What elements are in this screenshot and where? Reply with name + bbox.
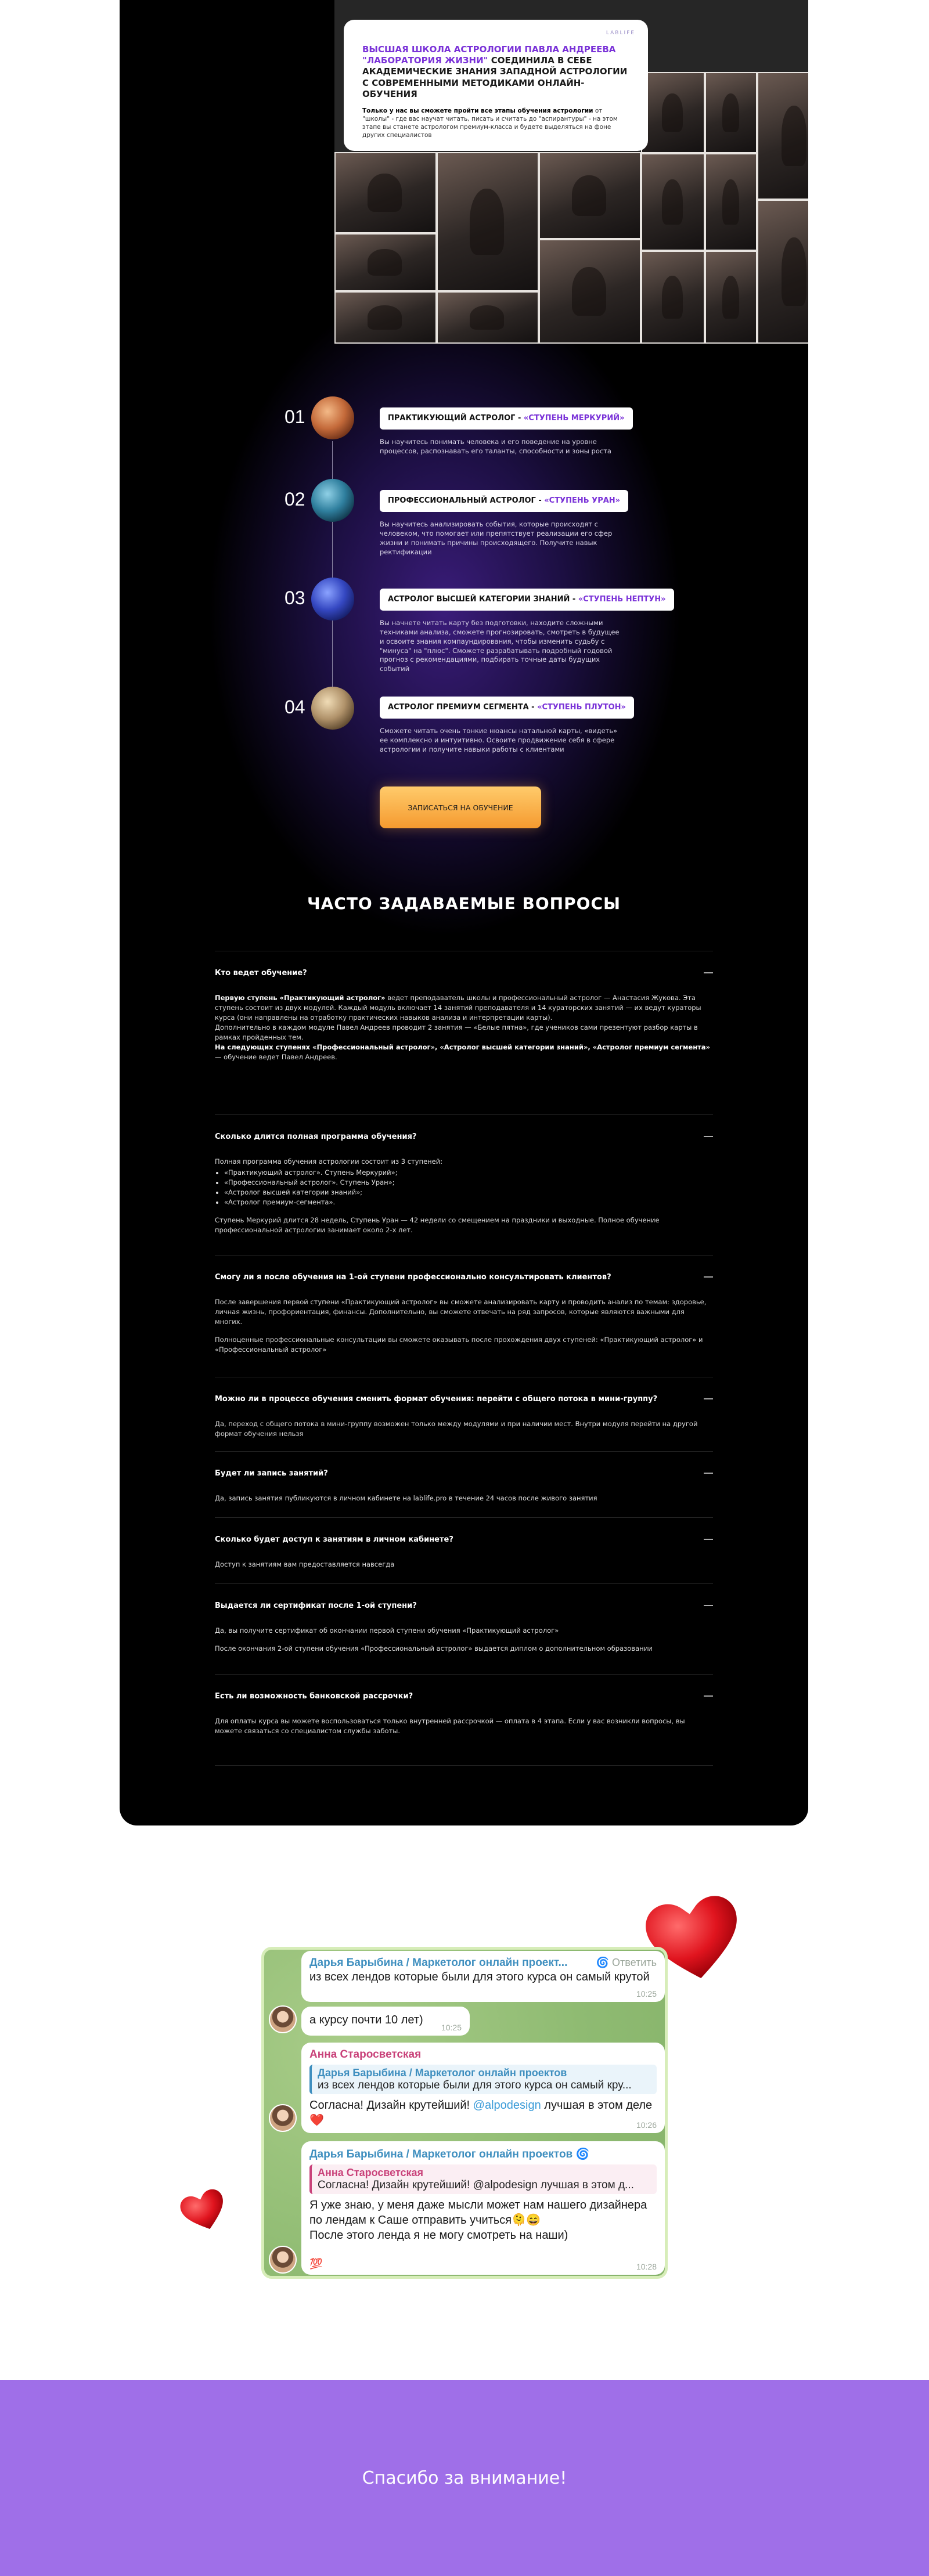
faq-question[interactable]: Есть ли возможность банковской рассрочки?	[215, 1692, 413, 1701]
collapse-icon[interactable]	[704, 1468, 713, 1477]
footer	[0, 2380, 929, 2576]
faq-question[interactable]: Смогу ли я после обучения на 1-ой ступени профессионально консультировать клиентов?	[215, 1273, 611, 1282]
step-label	[380, 407, 633, 430]
quote-sender: Дарья Барыбина / Маркетолог онлайн проектов	[318, 2067, 567, 2079]
step-description: Вы начнете читать карту без подготовки, находите сложными техниками анализа, сможете прогнозировать, смотреть в будущее и освоите знания компаундирования, чтобы изменить судьбу с "минуса" на "плюс". Сможете разрабатывать подробный годовой прогноз с рекомендациями, подбирать точные даты будущих событий	[380, 619, 620, 673]
photo	[539, 152, 641, 239]
message-text	[309, 2198, 657, 2243]
list-item: • «Профессиональный астролог». Ступень Уран»;	[224, 1178, 713, 1188]
pluto-planet-icon	[311, 687, 354, 730]
faq-question[interactable]: Кто ведет обучение?	[215, 969, 307, 977]
quote-text: Согласна! Дизайн крутейший! @alpodesign лучшая в этом д...	[318, 2179, 634, 2191]
list-item: • «Астролог премиум-сегмента».	[224, 1197, 713, 1207]
brand-logo: LABLIFE	[606, 30, 635, 36]
avatar	[269, 2246, 297, 2274]
step-label-accent: «СТУПЕНЬ ПЛУТОН»	[537, 703, 626, 712]
message-line: После этого ленда я не могу смотреть на наши)	[309, 2229, 568, 2242]
step-description: Вы научитесь понимать человека и его поведение на уровне процессов, распознавать его таланты, способности и зоны роста	[380, 438, 611, 455]
step-label-main: АСТРОЛОГ ПРЕМИУМ СЕГМЕНТА -	[388, 703, 535, 712]
chat-screenshot	[261, 1947, 668, 2279]
sender-name: Дарья Барыбина / Маркетолог онлайн проектов	[309, 2148, 573, 2160]
chat-message	[301, 2141, 665, 2275]
faq-item[interactable]	[215, 1114, 713, 1255]
faq-item[interactable]	[215, 1674, 713, 1766]
step-number: 01	[285, 406, 305, 427]
step-label	[380, 697, 634, 719]
faq-item[interactable]	[215, 1451, 713, 1517]
step-description: Вы научитесь анализировать события, которые происходят с человеком, что помогает или препятствует реализации его сфер жизни и понимать причины происходящего. Получите навык ректификации	[380, 520, 613, 556]
reply-button[interactable]: 🌀 Ответить	[596, 1957, 657, 1968]
uranus-planet-icon	[311, 479, 354, 522]
message-sender: Анна Старосветская	[309, 2048, 422, 2061]
mercury-planet-icon	[311, 396, 354, 439]
avatar	[269, 2005, 297, 2033]
faq-answer	[215, 1716, 713, 1744]
neptune-planet-icon	[311, 578, 354, 620]
faq-answer-bold: На следующих ступенях «Профессиональный астролог», «Астролог высшей категории знаний», «Астролог премиум сегмента»	[215, 1043, 710, 1052]
faq-answer	[215, 1626, 713, 1662]
photo	[539, 239, 641, 344]
faq-answer	[215, 1493, 713, 1511]
step-number: 02	[285, 489, 305, 510]
photo	[334, 152, 437, 233]
main-dark-panel	[120, 0, 808, 1825]
collapse-icon[interactable]	[704, 968, 713, 977]
photo	[334, 233, 437, 291]
quote-sender: Анна Старосветская	[318, 2167, 424, 2178]
photo	[641, 153, 705, 251]
faq-item[interactable]	[215, 1255, 713, 1377]
faq-answer-text: Да, вы получите сертификат об окончании первой ступени обучения «Практикующий астролог»	[215, 1626, 559, 1635]
photo	[437, 152, 539, 291]
heart-icon	[179, 2188, 229, 2232]
step-number: 03	[285, 587, 305, 608]
heart-emoji: ❤️	[309, 2114, 324, 2127]
step-label-accent: «СТУПЕНЬ УРАН»	[544, 496, 621, 505]
message-text-part: Согласна! Дизайн крутейший!	[309, 2099, 470, 2112]
faq-item[interactable]	[215, 1377, 713, 1451]
mention-link[interactable]: @alpodesign	[473, 2099, 541, 2112]
photo	[641, 72, 705, 153]
faq-answer-text: После окончания 2-ой ступени обучения «Профессиональный астролог» выдается диплом о дополнительном образовании	[215, 1644, 653, 1653]
collapse-icon[interactable]	[704, 1534, 713, 1543]
message-time: 10:28	[636, 2262, 657, 2271]
reply-label: Ответить	[612, 1957, 657, 1968]
step-label-accent: «СТУПЕНЬ НЕПТУН»	[578, 595, 666, 604]
faq-item[interactable]	[215, 1583, 713, 1674]
message-text	[309, 2098, 657, 2128]
footer-text: Спасибо за внимание!	[362, 2468, 567, 2488]
faq-answer-text: После завершения первой ступени «Практикующий астролог» вы сможете анализировать карту и проводить анализ по темам: здоровье, личная жизнь, профориентация, финансы. Дополнительно, вы сможете отвечать на ряд запросов, которые являются важными для многих.	[215, 1298, 707, 1326]
faq-answer-text: ведет преподаватель школы и профессиональный астролог — Анастасия Жукова. Эта ступень состоит из двух модулей. Каждый модуль включает 14 занятий преподавателя и 14 кураторских занятий — их ведут кураторы курса (они направлены на отработку практических навыков анализа и интерпретации карты).	[215, 994, 701, 1022]
faq-question[interactable]: Выдается ли сертификат после 1-ой ступени?	[215, 1601, 417, 1610]
step-description: Сможете читать очень тонкие нюансы натальной карты, «видеть» ее комплексно и интуитивно. Освоите продвижение себя в сфере астрологии и получите навыки работы с клиентами	[380, 727, 618, 753]
chat-message	[301, 2043, 665, 2133]
message-time: 10:25	[636, 1989, 657, 1998]
collapse-icon[interactable]	[704, 1131, 713, 1141]
message-sender	[309, 2147, 657, 2161]
faq-answer-text: Доступ к занятиям вам предоставляется навсегда	[215, 1560, 395, 1568]
step-label-main: ПРОФЕССИОНАЛЬНЫЙ АСТРОЛОГ -	[388, 496, 542, 505]
chat-message	[301, 2007, 470, 2036]
faq-item[interactable]	[215, 1517, 713, 1583]
list-item: • «Практикующий астролог». Ступень Меркурий»;	[224, 1168, 713, 1178]
chat-message	[301, 1951, 665, 2002]
faq-question[interactable]: Можно ли в процессе обучения сменить формат обучения: перейти с общего потока в мини-группу?	[215, 1395, 658, 1404]
faq-answer-list	[224, 1168, 713, 1207]
faq-title: ЧАСТО ЗАДАВАЕМЫЕ ВОПРОСЫ	[307, 894, 621, 913]
faq-question[interactable]: Сколько длится полная программа обучения?	[215, 1132, 417, 1141]
message-time: 10:26	[636, 2120, 657, 2130]
faq-answer-text: Полноценные профессиональные консультации вы сможете оказывать после прохождения двух ступеней: «Практикующий астролог» и «Профессиональный астролог»	[215, 1336, 703, 1354]
faq-answer-text: Дополнительно в каждом модуле Павел Андреев проводит 2 занятия — «Белые пятна», где учеников сами презентуют разбор карты в рамках пройденных тем.	[215, 1023, 698, 1042]
message-line: по лендам к Саше отправить учиться🫠😄	[309, 2214, 541, 2227]
faq-item[interactable]	[215, 951, 713, 1114]
collapse-icon[interactable]	[704, 1691, 713, 1700]
message-text-part: лучшая в этом деле	[544, 2099, 653, 2112]
message-text: из всех лендов которые были для этого курса он самый крутой	[309, 1971, 650, 1983]
avatar	[269, 2104, 297, 2132]
faq-answer	[215, 1419, 713, 1447]
message-sender	[309, 1957, 657, 1969]
step-label-accent: «СТУПЕНЬ МЕРКУРИЙ»	[523, 414, 625, 423]
list-item: • «Астролог высшей категории знаний»;	[224, 1188, 713, 1197]
faq-answer	[215, 1560, 713, 1578]
intro-card	[344, 20, 648, 151]
collapse-icon[interactable]	[704, 1272, 713, 1281]
faq-question[interactable]: Будет ли запись занятий?	[215, 1469, 328, 1478]
intro-title-accent: ВЫСШАЯ ШКОЛА АСТРОЛОГИИ ПАВЛА АНДРЕЕВА "ЛАБОРАТОРИЯ ЖИЗНИ"	[362, 44, 616, 66]
intro-text	[362, 107, 631, 140]
photo	[757, 200, 808, 344]
message-text: а курсу почти 10 лет)	[309, 2014, 423, 2026]
photo	[705, 251, 757, 344]
intro-title	[362, 44, 631, 100]
signup-button[interactable]: ЗАПИСАТЬСЯ НА ОБУЧЕНИЕ	[380, 786, 541, 828]
step-label	[380, 490, 628, 512]
reaction-emoji: 💯	[309, 2258, 323, 2270]
faq-answer-bold: Первую ступень «Практикующий астролог»	[215, 994, 386, 1002]
photo	[334, 291, 437, 344]
faq-answer-text: — обучение ведет Павел Андреев.	[215, 1053, 337, 1062]
faq-answer-text: Ступень Меркурий длится 28 недель, Ступень Уран — 42 недели со смещением на праздники и выходные. Полное обучение профессиональной астрологии занимает около 2-х лет.	[215, 1216, 660, 1235]
faq-answer	[215, 1157, 713, 1243]
faq-answer-text: Да, переход с общего потока в мини-группу возможен только между модулями и при наличии мест. Внутри модуля перейти на другой формат обучения нельзя	[215, 1420, 698, 1438]
intro-title-rest: СОЕДИНИЛА В СЕБЕ АКАДЕМИЧЕСКИЕ ЗНАНИЯ ЗАПАДНОЙ АСТРОЛОГИИ С СОВРЕМЕННЫМИ МЕТОДИКАМИ ОНЛАЙН-ОБУЧЕНИЯ	[362, 55, 628, 99]
quoted-message[interactable]	[309, 2065, 657, 2094]
message-line: Я уже знаю, у меня даже мысли может нам нашего дизайнера	[309, 2199, 647, 2211]
collapse-icon[interactable]	[704, 1394, 713, 1403]
quoted-message[interactable]	[309, 2164, 657, 2194]
faq-answer-text: Полная программа обучения астрологии состоит из 3 ступеней:	[215, 1157, 443, 1166]
faq-answer	[215, 993, 713, 1062]
intro-text-bold: Только у нас вы сможете пройти все этапы обучения астрологии	[362, 107, 593, 114]
photo	[705, 72, 757, 153]
faq-answer	[215, 1297, 713, 1363]
step-number: 04	[285, 697, 305, 717]
photo	[705, 153, 757, 251]
faq-answer-text: Для оплаты курса вы можете воспользоваться только внутренней рассрочкой — оплата в 4 этапа. Если у вас возникли вопросы, вы можете связаться со специалистом службы заботы.	[215, 1717, 685, 1736]
step-label	[380, 589, 674, 611]
photo	[757, 72, 808, 200]
step-label-main: ПРАКТИКУЮЩИЙ АСТРОЛОГ -	[388, 414, 521, 423]
photo	[437, 291, 539, 344]
intro-text-rest: от "школы" - где вас научат читать, писать и считать до "аспирантуры" - на этом этапе вы станете астрологом премиум-класса и будете выделяться на фоне других специалистов	[362, 107, 618, 139]
collapse-icon[interactable]	[704, 1600, 713, 1610]
photo	[641, 251, 705, 344]
sender-name: Дарья Барыбина / Маркетолог онлайн проект...	[309, 1957, 568, 1969]
reaction-badge[interactable]	[309, 2258, 322, 2270]
step-label-main: АСТРОЛОГ ВЫСШЕЙ КАТЕГОРИИ ЗНАНИЙ -	[388, 595, 576, 604]
quote-text: из всех лендов которые были для этого курса он самый кру...	[318, 2079, 632, 2091]
message-time: 10:25	[441, 2023, 462, 2032]
faq-question[interactable]: Сколько будет доступ к занятиям в личном кабинете?	[215, 1535, 453, 1544]
spiral-icon: 🌀	[575, 2148, 590, 2160]
faq-answer-text: Да, запись занятия публикуются в личном кабинете на lablife.pro в течение 24 часов после живого занятия	[215, 1494, 597, 1502]
